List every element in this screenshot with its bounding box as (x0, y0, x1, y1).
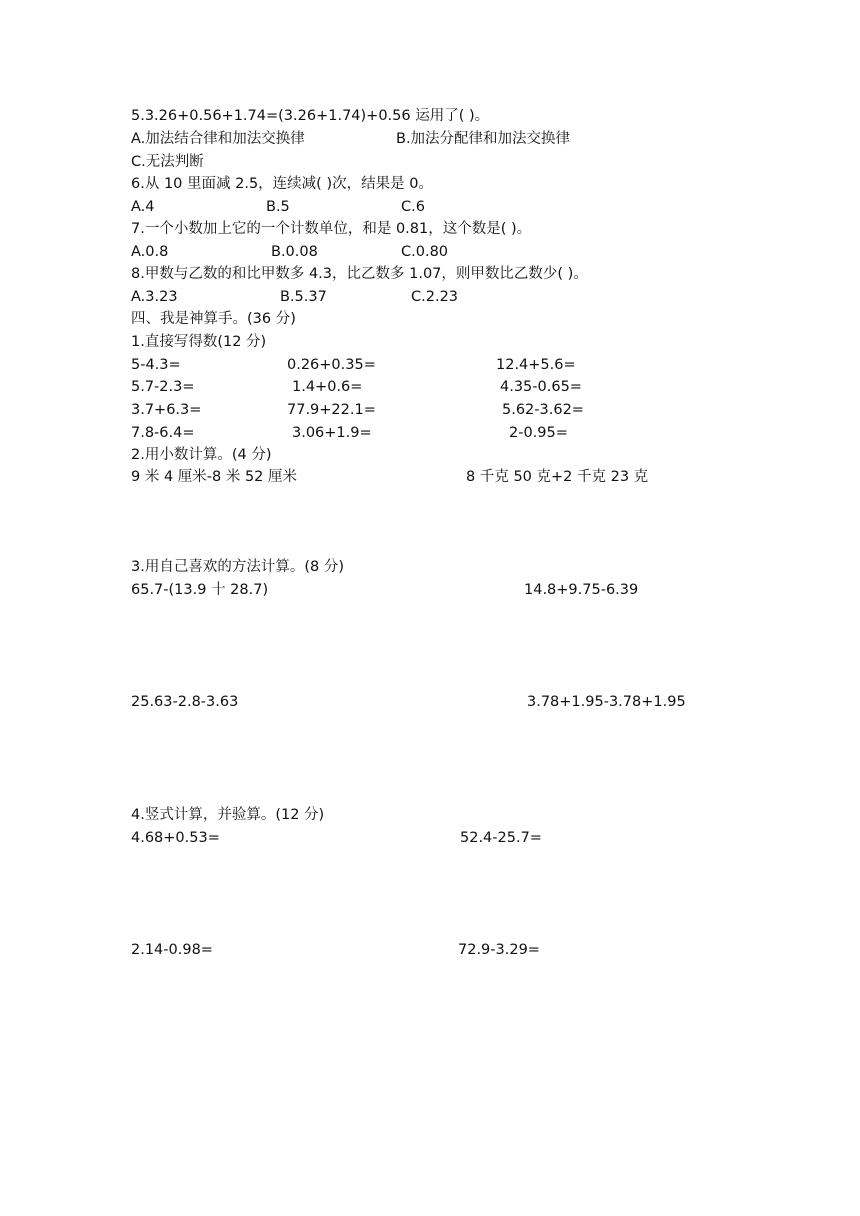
oral-calc-item: 12.4+5.6= (496, 357, 576, 373)
question-8-option-b: B.5.37 (280, 289, 327, 305)
free-calc-item: 25.63-2.8-3.63 (131, 694, 239, 710)
question-5-option-c: C.无法判断 (131, 154, 204, 170)
question-7-option-b: B.0.08 (271, 244, 318, 260)
question-5-option-b: B.加法分配律和加法交换律 (396, 131, 571, 147)
vertical-calc-item: 52.4-25.7= (460, 830, 542, 846)
vertical-calc-item: 2.14-0.98= (131, 942, 213, 958)
part-1-title: 1.直接写得数(12 分) (131, 334, 267, 350)
free-calc-item: 3.78+1.95-3.78+1.95 (527, 694, 686, 710)
question-6-stem: 6.从 10 里面减 2.5，连续减( )次，结果是 0。 (131, 176, 433, 192)
question-5-stem: 5.3.26+0.56+1.74=(3.26+1.74)+0.56 运用了( )。 (131, 108, 490, 124)
part-2-title: 2.用小数计算。(4 分) (131, 447, 272, 463)
question-8-stem: 8.甲数与乙数的和比甲数多 4.3，比乙数多 1.07，则甲数比乙数少( )。 (131, 266, 588, 282)
vertical-calc-item: 72.9-3.29= (458, 942, 540, 958)
question-7-stem: 7.一个小数加上它的一个计数单位，和是 0.81，这个数是( )。 (131, 221, 532, 237)
oral-calc-item: 7.8-6.4= (131, 425, 195, 441)
oral-calc-item: 3.7+6.3= (131, 402, 202, 418)
question-8-option-a: A.3.23 (131, 289, 178, 305)
question-7-option-a: A.0.8 (131, 244, 169, 260)
oral-calc-item: 5.7-2.3= (131, 379, 195, 395)
oral-calc-item: 77.9+22.1= (287, 402, 376, 418)
oral-calc-item: 5-4.3= (131, 357, 181, 373)
oral-calc-item: 5.62-3.62= (502, 402, 584, 418)
free-calc-item: 14.8+9.75-6.39 (524, 582, 639, 598)
part-4-title: 4.竖式计算，并验算。(12 分) (131, 807, 325, 823)
question-8-option-c: C.2.23 (411, 289, 459, 305)
oral-calc-item: 4.35-0.65= (500, 379, 582, 395)
question-5-option-a: A.加法结合律和加法交换律 (131, 131, 305, 147)
oral-calc-item: 0.26+0.35= (287, 357, 376, 373)
free-calc-item: 65.7-(13.9 十 28.7) (131, 582, 269, 598)
section-4-title: 四、我是神算手。(36 分) (131, 311, 296, 327)
unit-calc-item: 8 千克 50 克+2 千克 23 克 (466, 469, 649, 485)
part-3-title: 3.用自己喜欢的方法计算。(8 分) (131, 559, 344, 575)
oral-calc-item: 1.4+0.6= (292, 379, 363, 395)
oral-calc-item: 2-0.95= (509, 425, 568, 441)
unit-calc-item: 9 米 4 厘米-8 米 52 厘米 (131, 469, 298, 485)
question-6-option-b: B.5 (266, 199, 290, 215)
question-6-option-a: A.4 (131, 199, 155, 215)
question-6-option-c: C.6 (401, 199, 425, 215)
oral-calc-item: 3.06+1.9= (292, 425, 372, 441)
question-7-option-c: C.0.80 (401, 244, 449, 260)
vertical-calc-item: 4.68+0.53= (131, 830, 220, 846)
